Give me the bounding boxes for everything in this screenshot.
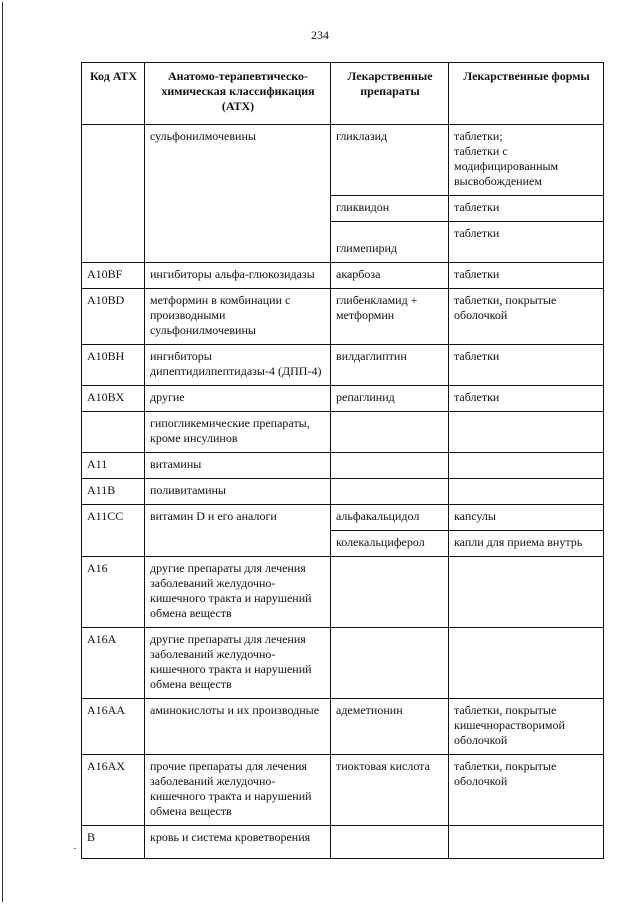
cell-drug: глимепирид	[331, 222, 449, 263]
table-row	[82, 345, 604, 386]
cell-drug	[331, 479, 449, 505]
cell-drug: колекальциферол	[331, 531, 449, 557]
header-code: Код АТХ	[82, 63, 145, 125]
cell-drug: репаглинид	[331, 386, 449, 412]
atc-table	[81, 62, 604, 859]
cell-form	[449, 412, 604, 453]
table-row	[82, 479, 604, 505]
table-row	[82, 453, 604, 479]
cell-form	[449, 557, 604, 628]
cell-drug: гликвидон	[331, 196, 449, 222]
header-classification: Анатомо-терапевтическо-химическая классификация (АТХ)	[145, 63, 331, 125]
cell-class: другие препараты для лечения заболеваний желудочно-кишечного тракта и нарушений обмена веществ	[145, 557, 331, 628]
cell-code: A10BX	[82, 386, 145, 412]
cell-drug	[331, 826, 449, 859]
cell-code: A16A	[82, 628, 145, 699]
page-edge-mark	[2, 2, 3, 902]
cell-code: A11B	[82, 479, 145, 505]
cell-class: витамин D и его аналоги	[145, 505, 331, 557]
cell-class: гипогликемические препараты, кроме инсулинов	[145, 412, 331, 453]
cell-class: другие	[145, 386, 331, 412]
cell-class: другие препараты для лечения заболеваний желудочно-кишечного тракта и нарушений обмена веществ	[145, 628, 331, 699]
form-line: модифицированным	[454, 159, 559, 173]
cell-code: A16	[82, 557, 145, 628]
cell-drug	[331, 557, 449, 628]
cell-code: B	[82, 826, 145, 859]
cell-form	[449, 479, 604, 505]
cell-code	[82, 412, 145, 453]
table-row	[82, 386, 604, 412]
cell-form: капсулы	[449, 505, 604, 531]
table-row	[82, 557, 604, 628]
cell-code: A16AX	[82, 755, 145, 826]
cell-form: таблетки	[449, 196, 604, 222]
cell-class: ингибиторы дипептидилпептидазы-4 (ДПП-4)	[145, 345, 331, 386]
cell-class: метформин в комбинации с производными сульфонилмочевины	[145, 289, 331, 345]
cell-class: ингибиторы альфа-глюкозидазы	[145, 263, 331, 289]
cell-form: таблетки	[449, 345, 604, 386]
cell-code: A11	[82, 453, 145, 479]
header-forms: Лекарственные формы	[449, 63, 604, 125]
table-row	[82, 505, 604, 531]
cell-drug	[331, 628, 449, 699]
cell-class: кровь и система кроветворения	[145, 826, 331, 859]
table-row	[82, 826, 604, 859]
form-line: таблетки с	[454, 144, 508, 158]
table-row	[82, 628, 604, 699]
cell-form: таблетки, покрытые оболочкой	[449, 289, 604, 345]
cell-form	[449, 125, 604, 196]
cell-form	[449, 628, 604, 699]
cell-drug: глибенкламид + метформин	[331, 289, 449, 345]
cell-form: таблетки	[449, 386, 604, 412]
cell-class: сульфонилмочевины	[145, 125, 331, 263]
cell-drug: тиоктовая кислота	[331, 755, 449, 826]
cell-drug: вилдаглиптин	[331, 345, 449, 386]
cell-drug: гликлазид	[331, 125, 449, 196]
cell-form	[449, 453, 604, 479]
cell-form	[449, 826, 604, 859]
cell-form: таблетки	[449, 222, 604, 263]
cell-code: A11CC	[82, 505, 145, 557]
cell-class: витамины	[145, 453, 331, 479]
cell-form: таблетки, покрытые кишечнорастворимой оболочкой	[449, 699, 604, 755]
table-header-row	[82, 63, 604, 125]
table-row	[82, 699, 604, 755]
cell-code	[82, 125, 145, 263]
cell-form: таблетки, покрытые оболочкой	[449, 755, 604, 826]
cell-class: аминокислоты и их производные	[145, 699, 331, 755]
cell-code: A10BD	[82, 289, 145, 345]
cell-drug	[331, 453, 449, 479]
cell-form: капли для приема внутрь	[449, 531, 604, 557]
cell-drug: альфакальцидол	[331, 505, 449, 531]
table-row	[82, 263, 604, 289]
cell-drug: акарбоза	[331, 263, 449, 289]
cell-class: поливитамины	[145, 479, 331, 505]
cell-drug	[331, 412, 449, 453]
table-row	[82, 125, 604, 196]
cell-drug: адеметионин	[331, 699, 449, 755]
form-line: высвобождением	[454, 174, 542, 188]
cell-class: прочие препараты для лечения заболеваний желудочно-кишечного тракта и нарушений обмена веществ	[145, 755, 331, 826]
cell-form: таблетки	[449, 263, 604, 289]
margin-mark: ·	[73, 843, 77, 855]
cell-code: A10BF	[82, 263, 145, 289]
page-number: 234	[311, 28, 329, 42]
cell-code: A10BH	[82, 345, 145, 386]
form-line: таблетки;	[454, 129, 503, 143]
table-row	[82, 755, 604, 826]
cell-code: A16AA	[82, 699, 145, 755]
header-drugs: Лекарственные препараты	[331, 63, 449, 125]
table-row	[82, 412, 604, 453]
table-row	[82, 289, 604, 345]
